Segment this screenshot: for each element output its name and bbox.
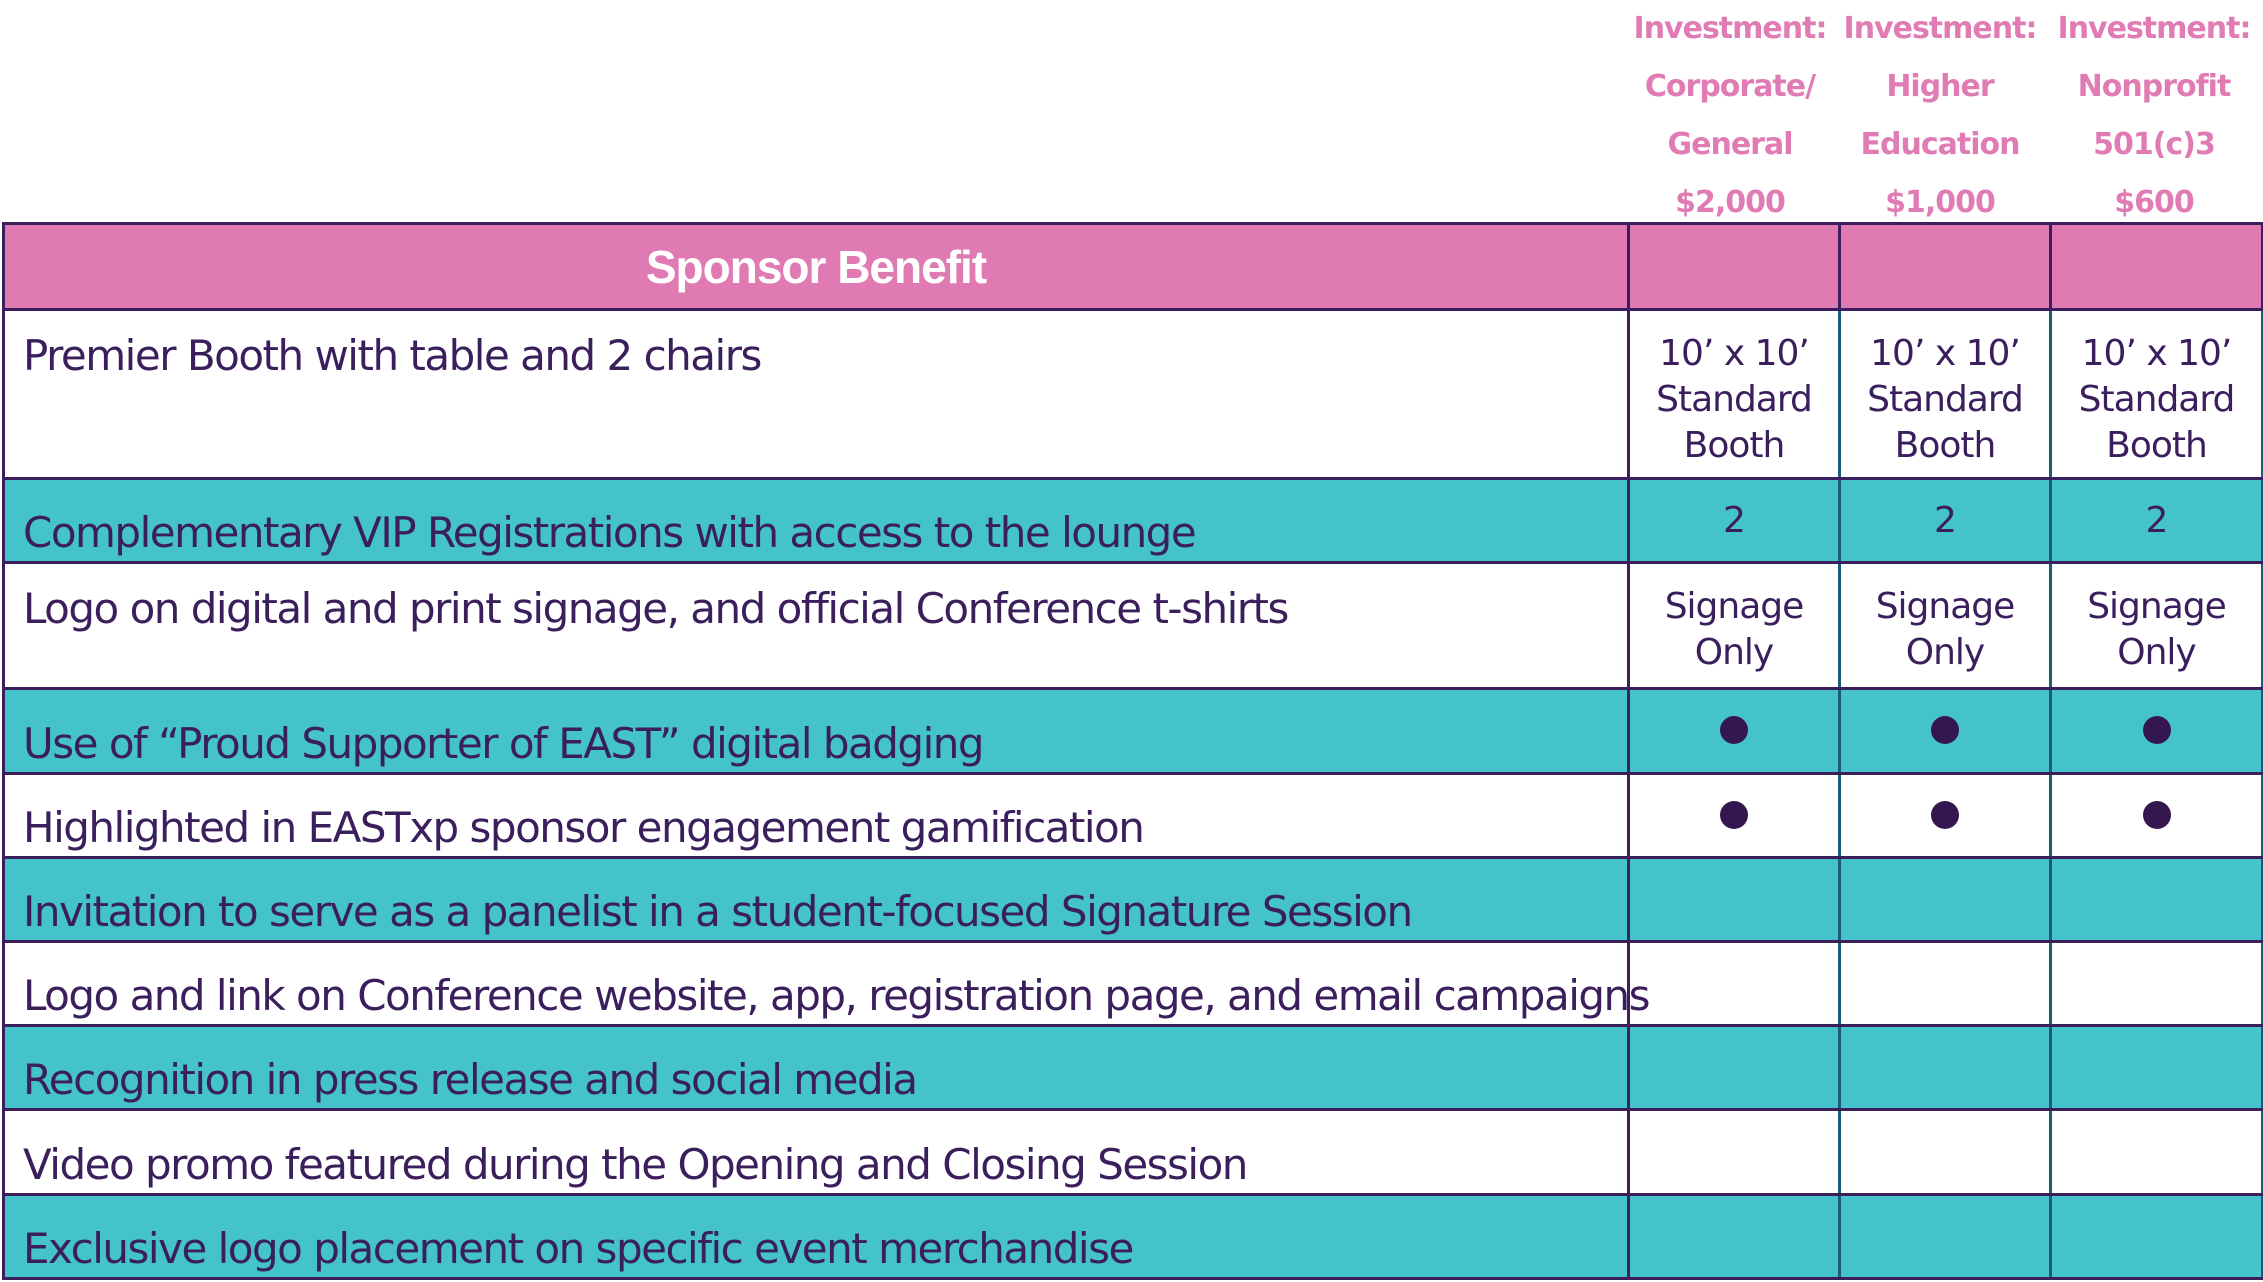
benefit-label: Complementary VIP Registrations with access to the lounge: [4, 478, 1629, 562]
tier-line: Investment:: [2057, 11, 2251, 46]
table-row: [4, 689, 2263, 773]
included-dot-icon: [2143, 716, 2171, 744]
value-cell: [1840, 1194, 2051, 1278]
table-row: [4, 1026, 2263, 1110]
tier-line: Corporate/: [1644, 69, 1816, 104]
value-cell: [2051, 857, 2263, 941]
header-cell: [2051, 224, 2263, 310]
table-row: [4, 310, 2263, 478]
value-cell: [1629, 562, 1840, 688]
value-line: Signage: [1664, 585, 1804, 627]
value-cell: [1840, 941, 2051, 1025]
tier-headers: [1625, 0, 2263, 222]
value-cell: [1629, 1110, 1840, 1194]
included-dot-icon: [2143, 801, 2171, 829]
value-cell: [2051, 941, 2263, 1025]
header-cell: [1629, 224, 1840, 310]
benefit-label: Video promo featured during the Opening and Closing Session: [4, 1110, 1629, 1194]
table-row: [4, 773, 2263, 857]
value-cell: [2051, 1194, 2263, 1278]
value-cell: [1840, 478, 2051, 562]
table-row: [4, 857, 2263, 941]
table-row: [4, 941, 2263, 1025]
included-dot-icon: [1720, 716, 1748, 744]
included-dot-icon: [1931, 716, 1959, 744]
sponsor-benefit-heading: Sponsor Benefit: [4, 224, 1629, 310]
value-cell: [1840, 1110, 2051, 1194]
value-line: Only: [1694, 631, 1774, 673]
tier-line: Investment:: [1633, 11, 1827, 46]
value-line: 10’ x 10’: [1870, 333, 2020, 375]
table-header-row: [4, 224, 2263, 310]
benefit-label: Exclusive logo placement on specific event merchandise: [4, 1194, 1629, 1278]
value-line: Standard: [1656, 379, 1812, 421]
tier-price: $600: [2114, 185, 2194, 220]
value-cell: [1629, 310, 1840, 478]
tier-price: $1,000: [1885, 185, 1995, 220]
included-dot-icon: [1931, 801, 1959, 829]
value-line: 2: [2145, 499, 2168, 541]
sponsor-benefits-table: [2, 222, 2263, 1280]
value-cell: [1840, 689, 2051, 773]
value-cell: [1840, 310, 2051, 478]
value-line: Signage: [2087, 585, 2226, 627]
value-cell: [1840, 1026, 2051, 1110]
table-row: [4, 1110, 2263, 1194]
value-cell: [1629, 1194, 1840, 1278]
benefit-label: Recognition in press release and social media: [4, 1026, 1629, 1110]
tier-line: Higher: [1886, 69, 1994, 104]
value-line: Standard: [1867, 379, 2023, 421]
value-cell: [2051, 773, 2263, 857]
value-line: 2: [1723, 499, 1745, 541]
tier-line: 501(c)3: [2093, 127, 2215, 162]
table-row: [4, 478, 2263, 562]
value-line: 10’ x 10’: [1659, 333, 1809, 375]
tier-header-higher-education: [1835, 0, 2045, 232]
benefit-label: Logo and link on Conference website, app, registration page, and email campaigns: [4, 941, 1629, 1025]
value-cell: [2051, 310, 2263, 478]
included-dot-icon: [1720, 801, 1748, 829]
value-cell: [2051, 689, 2263, 773]
tier-line: Education: [1860, 127, 2020, 162]
value-line: 2: [1934, 499, 1956, 541]
tier-line: Nonprofit: [2077, 69, 2231, 104]
value-cell: [2051, 1110, 2263, 1194]
value-cell: [2051, 562, 2263, 688]
value-cell: [1629, 1026, 1840, 1110]
value-line: Booth: [1894, 425, 1996, 467]
benefit-label: Highlighted in EASTxp sponsor engagement gamification: [4, 773, 1629, 857]
value-cell: [1840, 562, 2051, 688]
value-line: Standard: [2078, 379, 2235, 421]
benefit-label: Use of “Proud Supporter of EAST” digital badging: [4, 689, 1629, 773]
value-cell: [1629, 857, 1840, 941]
value-cell: [1840, 773, 2051, 857]
value-cell: [1629, 773, 1840, 857]
benefit-label: Logo on digital and print signage, and official Conference t-shirts: [4, 562, 1629, 688]
value-cell: [1629, 478, 1840, 562]
value-cell: [2051, 1026, 2263, 1110]
tier-price: $2,000: [1675, 185, 1785, 220]
value-line: Booth: [1683, 425, 1785, 467]
benefit-label: Premier Booth with table and 2 chairs: [4, 310, 1629, 478]
value-cell: [1840, 857, 2051, 941]
table-row: [4, 562, 2263, 688]
value-cell: [1629, 941, 1840, 1025]
value-line: Only: [2117, 631, 2196, 673]
tier-line: General: [1667, 127, 1793, 162]
header-cell: [1840, 224, 2051, 310]
tier-line: Investment:: [1843, 11, 2037, 46]
value-line: Booth: [2106, 425, 2207, 467]
value-line: 10’ x 10’: [2081, 333, 2232, 375]
benefit-label: Invitation to serve as a panelist in a student-focused Signature Session: [4, 857, 1629, 941]
table-row: [4, 1194, 2263, 1278]
value-line: Signage: [1875, 585, 2015, 627]
tier-header-nonprofit: [2045, 0, 2263, 232]
value-cell: [1629, 689, 1840, 773]
value-line: Only: [1905, 631, 1985, 673]
tier-header-corporate: [1625, 0, 1835, 232]
value-cell: [2051, 478, 2263, 562]
